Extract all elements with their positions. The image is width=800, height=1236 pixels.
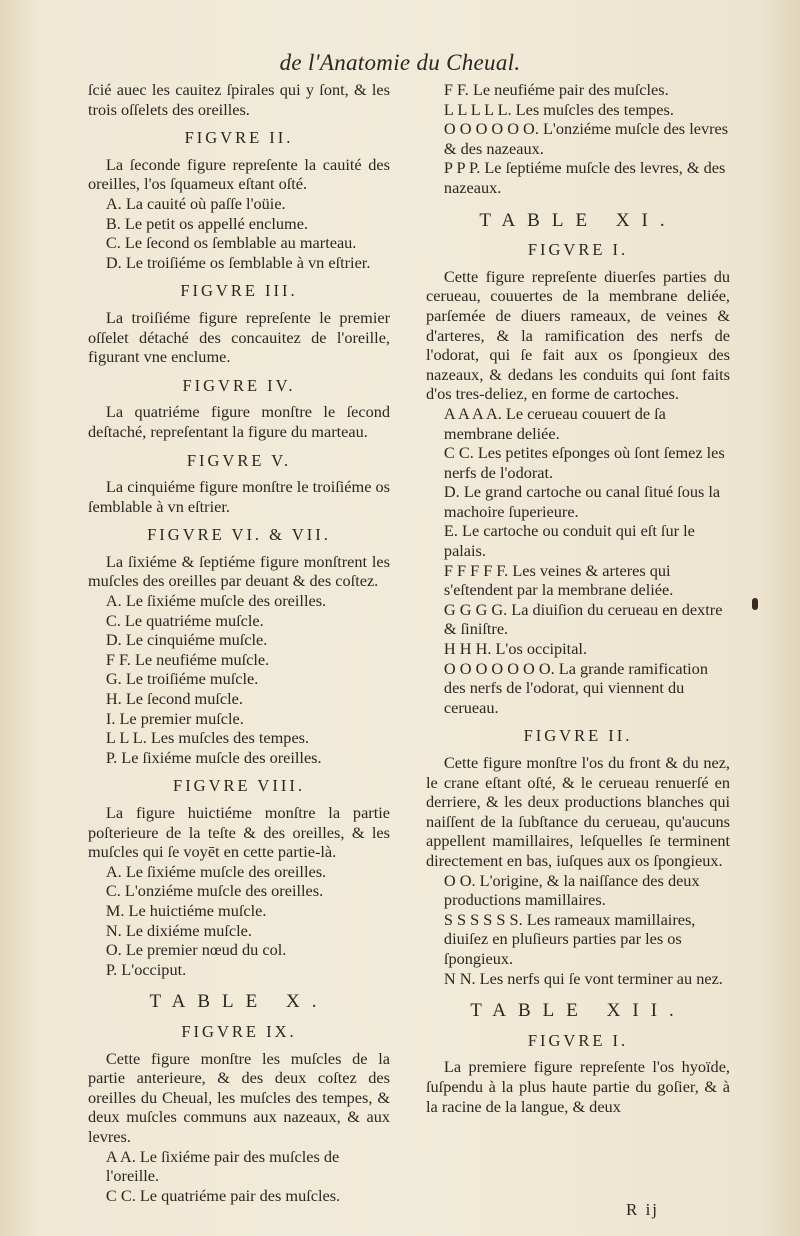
figure-heading: FIGVRE VI. & VII. <box>147 525 331 545</box>
legend-item: A. Le ſixiéme muſcle des oreilles. <box>105 861 327 881</box>
paragraph: La quatriéme figure monſtre le ſecond deſtaché, repreſentant la figure du marteau. <box>88 402 390 441</box>
paragraph: ſcié auec les cauitez ſpirales qui y ſont, & les trois oſſelets des oreilles. <box>88 80 390 119</box>
legend-item: L L L L L. Les muſcles des tempes. <box>443 99 674 119</box>
paragraph: Cette figure monſtre l'os du front & du nez, le crane eſtant oſté, & le cerueau renuerſé en derriere, & les deux productions blanches qui naiſſent de la ſubſtance du cerueau, qu'aucuns appellent mamillaires, leſquelles ſe terminent directement en bas, iuſques aux os ſpongieux. <box>426 753 730 870</box>
legend-item: O O O O O O. L'onziéme muſcle des levres & des nazeaux. <box>443 119 729 158</box>
legend-item: C C. Le quatriéme pair des muſcles. <box>105 1185 341 1205</box>
legend-item: A. La cauité où paſſe l'oüie. <box>105 193 286 213</box>
figure-heading: FIGVRE I. <box>527 1030 629 1050</box>
paragraph: La troiſiéme figure repreſente le premier oſſelet détaché des concauitez de l'oreille, figurant vne enclume. <box>88 307 390 367</box>
legend-item: A. Le ſixiéme muſcle des oreilles. <box>105 591 327 611</box>
legend-item: G G G G. La diuiſion du cerueau en dextre & ſiniſtre. <box>443 599 723 639</box>
table-heading: TABLE XI. <box>479 209 677 231</box>
signature-mark: R ij <box>626 1200 660 1219</box>
paragraph: La ſeconde figure repreſente la cauité des oreilles, l'os ſquameux eſtant oſté. <box>88 154 390 194</box>
figure-heading: FIGVRE IX. <box>181 1021 297 1041</box>
legend-item: H. Le ſecond muſcle. <box>105 689 243 709</box>
legend-item: S S S S S S. Les rameaux mamillaires, diuiſez en pluſieurs parties par les os ſpongieux. <box>443 909 696 968</box>
legend-item: L L L. Les muſcles des tempes. <box>105 728 310 748</box>
running-header: de l'Anatomie du Cheual. <box>279 50 521 75</box>
legend-item: C C. Les petites eſponges où ſont ſemez les nerfs de l'odorat. <box>443 443 725 482</box>
figure-heading: FIGVRE III. <box>180 281 298 301</box>
paragraph: La figure huictiéme monſtre la partie poſterieure de la teſte & des oreilles, & les muſcles qui ſe voyēt en cette partie-là. <box>88 803 390 862</box>
legend-item: F F. Le neufiéme muſcle. <box>105 649 270 669</box>
legend-item: F F. Le neufiéme pair des muſcles. <box>443 80 669 99</box>
legend-item: D. Le cinquiéme muſcle. <box>105 630 268 650</box>
legend-item: O O. L'origine, & la naiſſance des deux productions mamillaires. <box>443 870 700 910</box>
paragraph: La premiere figure repreſente l'os hyoïde, ſuſpendu à la plus haute partie du goſier, & à la racine de la langue, & deux <box>426 1057 730 1116</box>
legend-item: I. Le premier muſcle. <box>105 708 244 728</box>
legend-item: G. Le troiſiéme muſcle. <box>105 669 259 689</box>
legend-item: F F F F F. Les veines & arteres qui s'eſtendent par la membrane deliée. <box>443 560 674 600</box>
paragraph: La ſixiéme & ſeptiéme figure monſtrent les muſcles des oreilles par deuant & des coſtez. <box>88 551 390 591</box>
legend-item: D. Le grand cartoche ou canal ſitué ſous la machoire ſuperieure. <box>443 482 721 521</box>
legend-item: A A. Le ſixiéme pair des muſcles de l'oreille. <box>105 1146 340 1186</box>
legend-item: E. Le cartoche ou conduit qui eſt ſur le palais. <box>443 521 695 561</box>
legend-item: N. Le dixiéme muſcle. <box>105 920 252 940</box>
legend-item: O O O O O O O. La grande ramification des nerfs de l'odorat, qui viennent du cerueau. <box>443 658 708 717</box>
legend-item: C. Le ſecond os ſemblable au marteau. <box>105 233 357 253</box>
figure-heading: FIGVRE II. <box>184 128 294 148</box>
paragraph: La cinquiéme figure monſtre le troiſiéme os ſemblable à vn eſtrier. <box>88 477 390 516</box>
legend-item: P P P. Le ſeptiéme muſcle des levres, & des nazeaux. <box>443 158 726 197</box>
legend-item: D. Le troiſiéme os ſemblable à vn eſtrier. <box>105 252 371 272</box>
table-heading: TABLE XII. <box>470 1000 686 1022</box>
legend-item: C. Le quatriéme muſcle. <box>105 610 264 630</box>
figure-heading: FIGVRE V. <box>186 450 292 470</box>
figure-heading: FIGVRE IV. <box>182 375 296 395</box>
left-column <box>88 80 390 1205</box>
paragraph: Cette figure monſtre les muſcles de la partie anterieure, & des deux coſtez des oreilles du Cheual, les muſcles des tempes, & deux muſcles communs aux nazeaux, & aux levres. <box>88 1048 390 1146</box>
figure-heading: FIGVRE II. <box>523 726 633 746</box>
legend-item: A A A A. Le cerueau couuert de ſa membrane deliée. <box>443 403 666 443</box>
legend-item: P. Le ſixiéme muſcle des oreilles. <box>105 747 322 767</box>
legend-item: O. Le premier nœud du col. <box>105 940 287 960</box>
table-heading: TABLE X. <box>149 991 329 1013</box>
figure-heading: FIGVRE I. <box>527 240 629 260</box>
figure-heading: FIGVRE VIII. <box>173 776 305 796</box>
legend-item: H H H. L'os occipital. <box>443 639 588 659</box>
ink-spot <box>752 598 758 610</box>
right-column <box>426 80 730 1116</box>
legend-item: P. L'occiput. <box>105 959 187 979</box>
paragraph: Cette figure repreſente diuerſes parties du cerueau, couuertes de la membrane deliée, parſemée de diuers rameaux, de veines & d'arteres, & la ramification des nerfs de l'odorat, qui ſe fait aux os ſpongieux des nazeaux, & dedans les conduits qui ſont faits d'os tres-deliez, en forme de cartoches. <box>426 266 730 404</box>
legend-item: B. Le petit os appellé enclume. <box>105 213 309 233</box>
legend-item: M. Le huictiéme muſcle. <box>105 900 267 920</box>
legend-item: N N. Les nerfs qui ſe vont terminer au nez. <box>443 968 723 988</box>
legend-item: C. L'onziéme muſcle des oreilles. <box>105 881 324 901</box>
